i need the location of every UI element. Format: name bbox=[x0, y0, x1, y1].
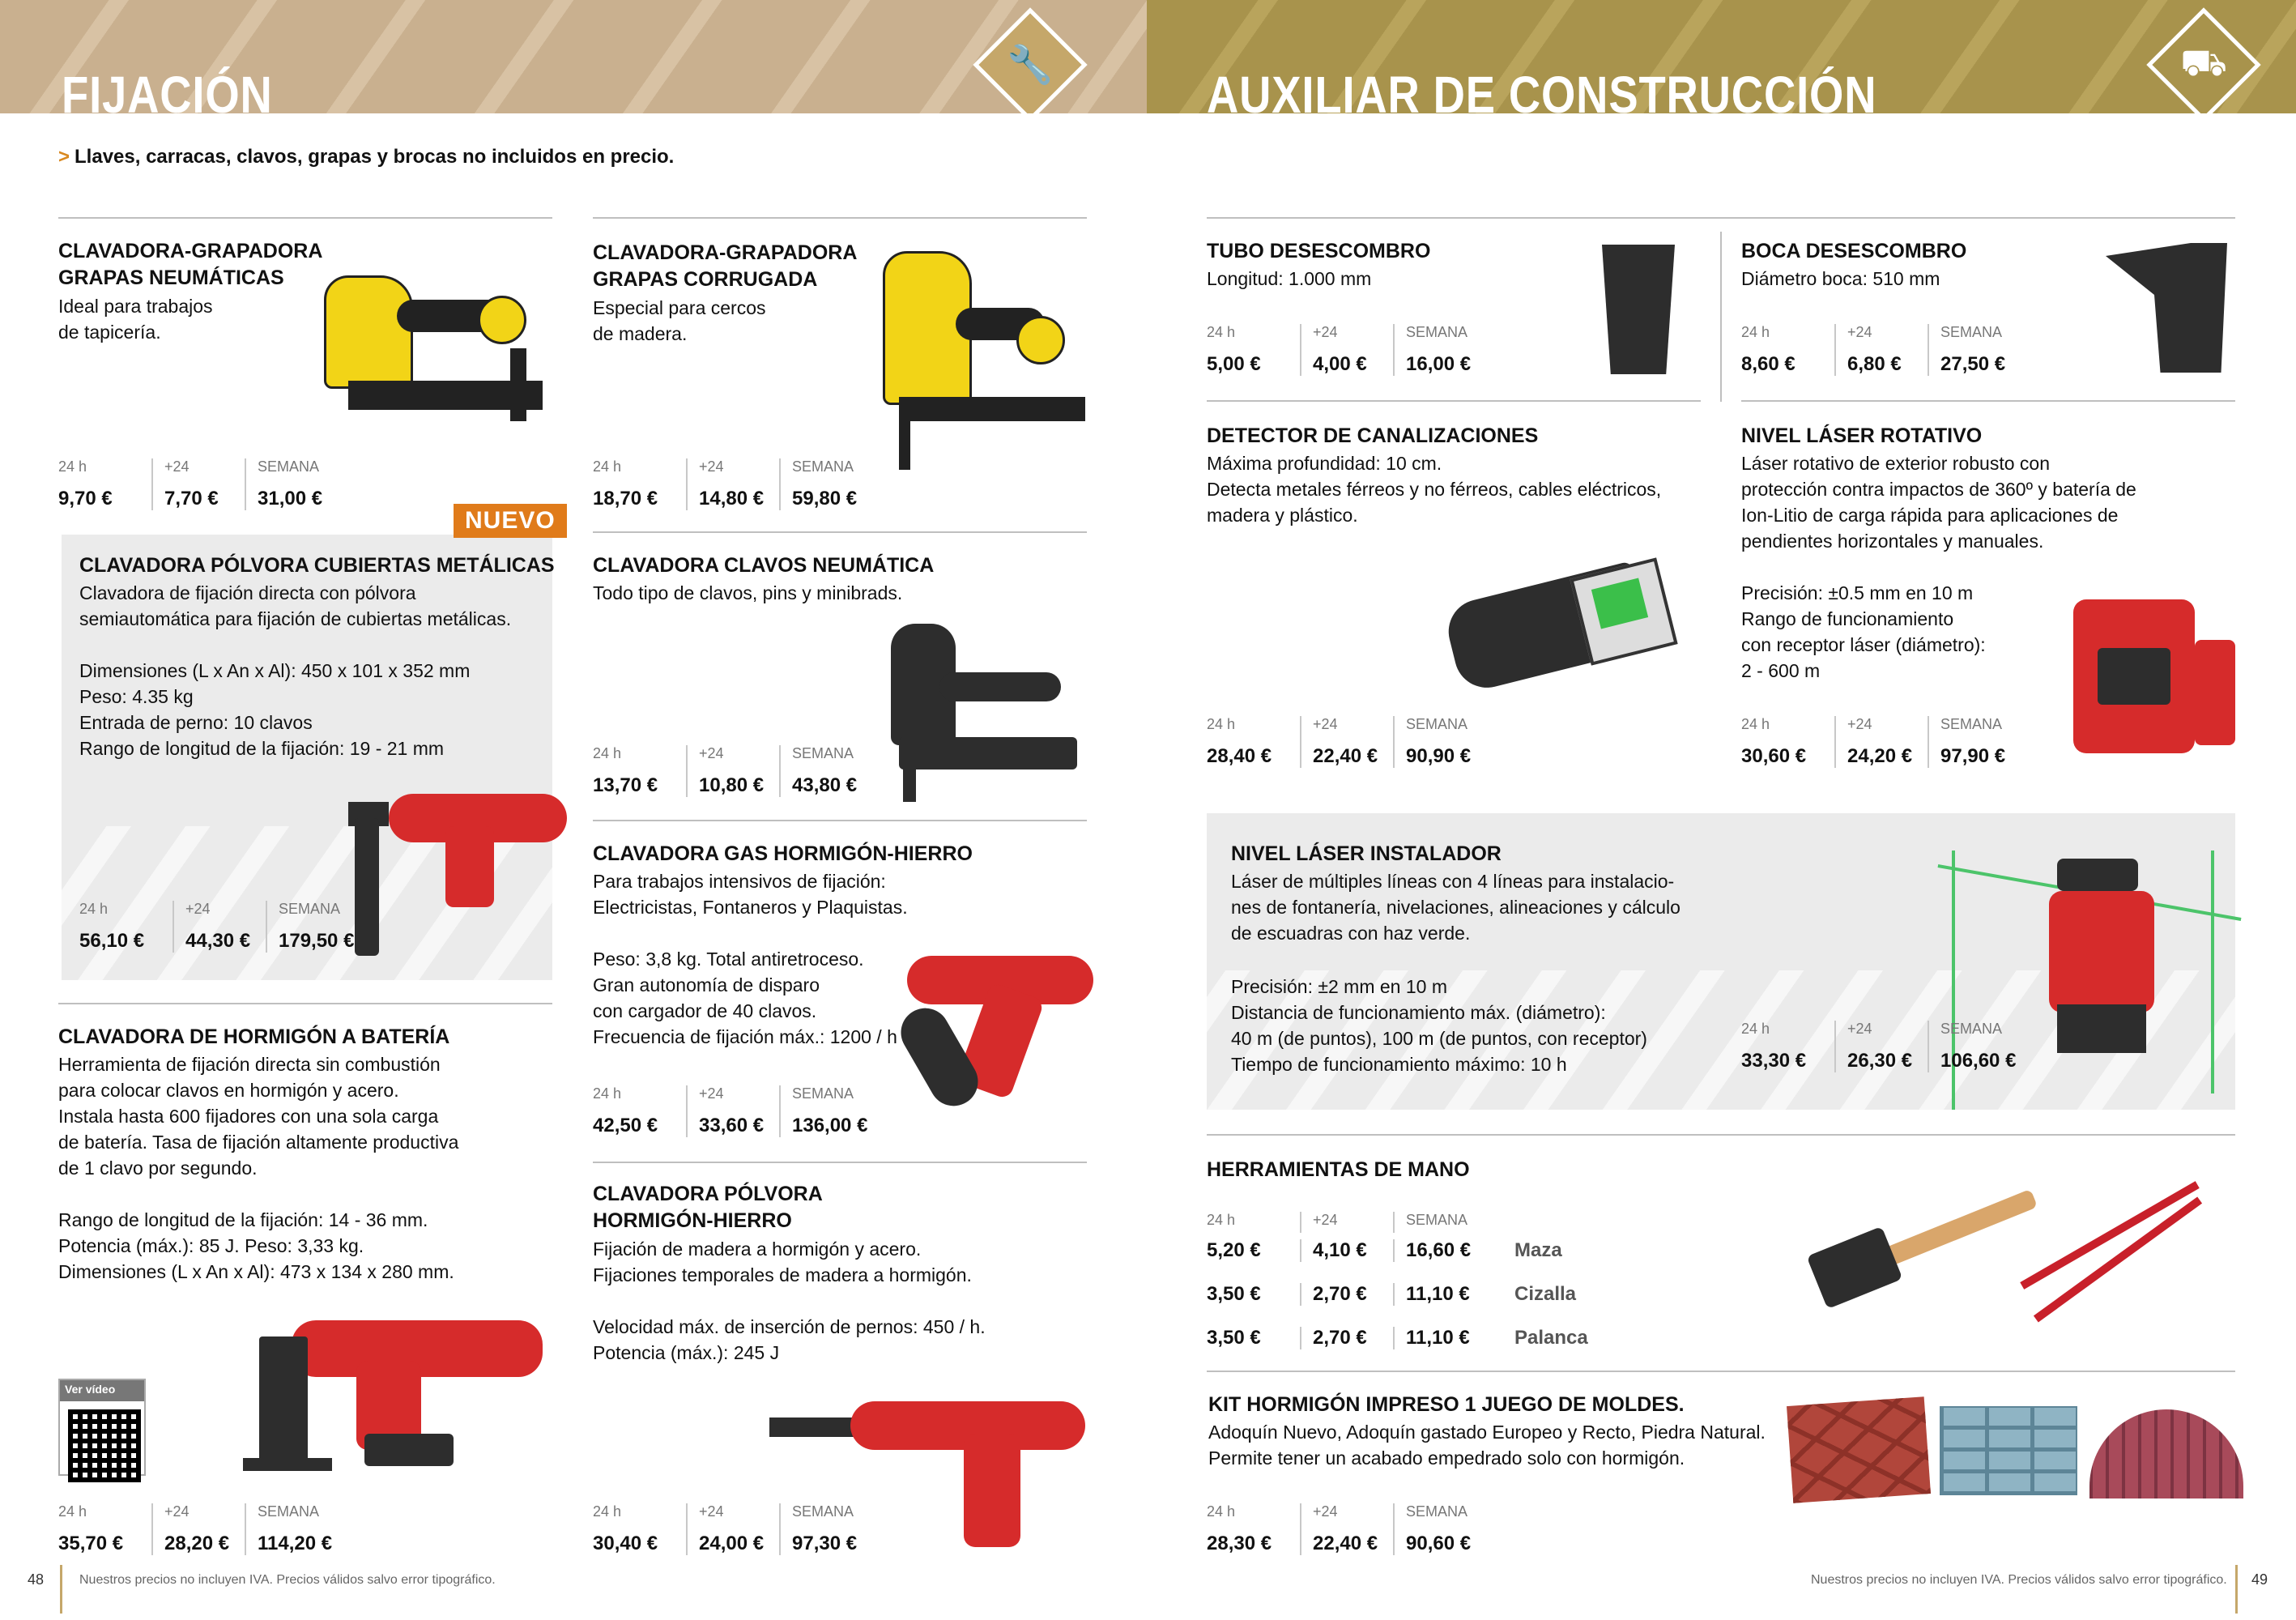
price-label-24h: 24 h bbox=[58, 458, 87, 475]
product-title: DETECTOR DE CANALIZACIONES bbox=[1207, 424, 1539, 447]
price-label-24h: 24 h bbox=[1741, 324, 1770, 340]
price-week: 114,20 € bbox=[258, 1533, 333, 1554]
price-24h: 18,70 € bbox=[593, 488, 658, 509]
product-title: CLAVADORA GAS HORMIGÓN-HIERRO bbox=[593, 842, 973, 865]
product-desc: Adoquín Nuevo, Adoquín gastado Europeo y Recto, Piedra Natural. Permite tener un acabado empedrado solo con hormigón. bbox=[1208, 1422, 1766, 1469]
product-desc: Diámetro boca: 510 mm bbox=[1741, 268, 1940, 289]
divider bbox=[1207, 1134, 2235, 1136]
price-week: 16,00 € bbox=[1406, 353, 1472, 375]
tool-name: Cizalla bbox=[1514, 1283, 1577, 1305]
product-desc: Herramienta de fijación directa sin combustión para colocar clavos en hormigón y acero. Instala hasta 600 fijadores con una sola carga de batería. Tasa de fijación altamente productiva de 1 clavo por segundo. Rango de longitud de la fijación: 14 - 36 mm. Potencia (máx.): 85 J. Peso: 3,33 kg. Dimensiones (L x An x Al): 473 x 134 x 280 mm. bbox=[58, 1054, 459, 1282]
product-title: CLAVADORA PÓLVORA HORMIGÓN-HIERRO bbox=[593, 1183, 823, 1232]
price-label-week: SEMANA bbox=[258, 458, 320, 475]
price-label-week: SEMANA bbox=[258, 1503, 320, 1520]
price-table bbox=[593, 1503, 892, 1555]
stapler-image bbox=[875, 243, 1093, 470]
price-week: 59,80 € bbox=[792, 488, 858, 509]
product-title: HERRAMIENTAS DE MANO bbox=[1207, 1158, 1470, 1181]
price-week: 43,80 € bbox=[792, 774, 858, 796]
price-week: 97,30 € bbox=[792, 1533, 858, 1554]
product-title: CLAVADORA-GRAPADORA GRAPAS CORRUGADA bbox=[593, 241, 858, 291]
price-24h: 28,40 € bbox=[1207, 745, 1272, 767]
price-label-plus24: +24 bbox=[699, 745, 724, 761]
product-title: NIVEL LÁSER INSTALADOR bbox=[1231, 842, 1502, 865]
play-icon bbox=[60, 1380, 144, 1401]
price-label-week: SEMANA bbox=[1406, 716, 1468, 732]
price-week: 97,90 € bbox=[1940, 745, 2006, 767]
price-plus24: 14,80 € bbox=[699, 488, 765, 509]
divider-vertical bbox=[1720, 232, 1722, 402]
price-plus24: 22,40 € bbox=[1313, 745, 1378, 767]
price-24h: 42,50 € bbox=[593, 1115, 658, 1136]
price-label-week: SEMANA bbox=[792, 745, 854, 761]
price-week: 11,10 € bbox=[1393, 1327, 1506, 1349]
price-plus24: 33,60 € bbox=[699, 1115, 765, 1136]
price-plus24: 44,30 € bbox=[185, 930, 251, 952]
price-note-text: Llaves, carracas, clavos, grapas y brocas no incluidos en precio. bbox=[75, 146, 675, 168]
price-plus24: 6,80 € bbox=[1847, 353, 1902, 375]
price-table bbox=[58, 458, 358, 510]
price-label-24h: 24 h bbox=[79, 901, 109, 917]
price-label-24h: 24 h bbox=[593, 1085, 622, 1102]
battery-nailer-image bbox=[243, 1304, 551, 1482]
footer-note: Nuestros precios no incluyen IVA. Precios válidos salvo error tipográfico. bbox=[1811, 1573, 2227, 1587]
stapler-image bbox=[324, 267, 559, 454]
price-label-week: SEMANA bbox=[1406, 1212, 1468, 1228]
product-desc: Láser de múltiples líneas con 4 líneas para instalacio- nes de fontanería, nivelaciones, alineaciones y cálculo de escuadras con haz verde. bbox=[1231, 871, 1680, 944]
product-title: CLAVADORA DE HORMIGÓN A BATERÍA bbox=[58, 1025, 450, 1048]
price-table bbox=[1741, 1021, 2041, 1072]
price-note bbox=[58, 146, 674, 168]
tool-name: Maza bbox=[1514, 1239, 1562, 1261]
hand-tool-row bbox=[1207, 1327, 1588, 1349]
product-title: BOCA DESESCOMBRO bbox=[1741, 240, 1967, 262]
line-laser-image bbox=[1936, 842, 2243, 1118]
price-table bbox=[1741, 716, 2041, 768]
divider bbox=[1741, 400, 2235, 402]
pipe-detector-image bbox=[1450, 551, 1693, 713]
new-badge: NUEVO bbox=[454, 504, 567, 538]
product-title: CLAVADORA CLAVOS NEUMÁTICA bbox=[593, 554, 935, 577]
price-label-week: SEMANA bbox=[1940, 1021, 2003, 1037]
brad-nailer-image bbox=[883, 624, 1085, 802]
price-label-plus24: +24 bbox=[164, 1503, 190, 1520]
price-table bbox=[593, 745, 892, 797]
qr-code-icon bbox=[68, 1409, 141, 1482]
debris-hopper-image bbox=[2106, 243, 2227, 373]
price-24h: 8,60 € bbox=[1741, 353, 1795, 375]
price-label-plus24: +24 bbox=[1313, 716, 1338, 732]
product-title: TUBO DESESCOMBRO bbox=[1207, 240, 1431, 262]
price-week: 27,50 € bbox=[1940, 353, 2006, 375]
wheelbarrow-icon: ⛟ bbox=[2146, 7, 2260, 113]
price-plus24: 4,00 € bbox=[1313, 353, 1367, 375]
price-table bbox=[1741, 324, 2041, 376]
price-plus24: 4,10 € bbox=[1300, 1239, 1393, 1262]
tool-name: Palanca bbox=[1514, 1327, 1588, 1349]
price-label-week: SEMANA bbox=[1940, 324, 2003, 340]
price-table bbox=[1207, 716, 1506, 768]
product-desc: Clavadora de fijación directa con pólvora semiautomática para fijación de cubiertas metálicas. Dimensiones (L x An x Al): 450 x 101 x 352 mm Peso: 4.35 kg Entrada de perno: 10 clavos Rango de longitud de la fijación: 19 - 21 mm bbox=[79, 582, 512, 759]
price-plus24: 22,40 € bbox=[1313, 1533, 1378, 1554]
drill-icon: 🔧 bbox=[973, 7, 1087, 113]
price-24h: 5,20 € bbox=[1207, 1239, 1261, 1261]
divider bbox=[1207, 217, 2235, 219]
page-number: 49 bbox=[2251, 1571, 2268, 1588]
divider bbox=[58, 1003, 552, 1004]
price-week: 179,50 € bbox=[279, 930, 355, 952]
product-desc: Ideal para trabajos de tapicería. bbox=[58, 296, 213, 343]
price-label-week: SEMANA bbox=[792, 1085, 854, 1102]
divider bbox=[58, 217, 552, 219]
price-label-week: SEMANA bbox=[279, 901, 341, 917]
price-24h: 28,30 € bbox=[1207, 1533, 1272, 1554]
price-24h: 30,40 € bbox=[593, 1533, 658, 1554]
price-label-24h: 24 h bbox=[1207, 1503, 1236, 1520]
price-24h: 3,50 € bbox=[1207, 1283, 1261, 1305]
price-label-plus24: +24 bbox=[1313, 1503, 1338, 1520]
price-label-24h: 24 h bbox=[1207, 324, 1236, 340]
price-24h: 9,70 € bbox=[58, 488, 113, 509]
qr-code-video[interactable] bbox=[58, 1379, 146, 1476]
price-table bbox=[58, 1503, 358, 1555]
price-plus24: 28,20 € bbox=[164, 1533, 230, 1554]
header-banner-left bbox=[0, 0, 1147, 113]
price-24h: 33,30 € bbox=[1741, 1050, 1807, 1072]
footer-note: Nuestros precios no incluyen IVA. Precios válidos salvo error tipográfico. bbox=[79, 1573, 496, 1587]
price-24h: 30,60 € bbox=[1741, 745, 1807, 767]
product-desc-specs: Precisión: ±2 mm en 10 m Distancia de funcionamiento máx. (diámetro): 40 m (de puntos), 100 m (de puntos, con receptor) Tiempo de funcionamiento máximo: 10 h bbox=[1231, 976, 1647, 1075]
price-table bbox=[593, 1085, 892, 1137]
price-label-plus24: +24 bbox=[1313, 1212, 1338, 1228]
price-plus24: 26,30 € bbox=[1847, 1050, 1913, 1072]
price-24h: 13,70 € bbox=[593, 774, 658, 796]
price-table-header bbox=[1207, 1212, 1506, 1233]
product-desc: Especial para cercos de madera. bbox=[593, 297, 766, 344]
price-label-24h: 24 h bbox=[1741, 1021, 1770, 1037]
price-label-week: SEMANA bbox=[1940, 716, 2003, 732]
product-desc: Para trabajos intensivos de fijación: Electricistas, Fontaneros y Plaquistas. Peso: 3,8 kg. Total antiretroceso. Gran autonomía de disparo con cargador de 40 clavos. Frecuencia de fijación máx.: 1200 / h bbox=[593, 871, 908, 1047]
price-label-24h: 24 h bbox=[593, 458, 622, 475]
debris-chute-image bbox=[1602, 245, 1675, 374]
product-title: CLAVADORA PÓLVORA CUBIERTAS METÁLICAS bbox=[79, 554, 555, 577]
arrow-icon: > bbox=[58, 146, 70, 168]
concrete-molds-image bbox=[1790, 1401, 2243, 1507]
price-24h: 56,10 € bbox=[79, 930, 145, 952]
section-title-auxiliar: AUXILIAR DE CONSTRUCCIÓN bbox=[1207, 66, 1877, 113]
price-plus24: 2,70 € bbox=[1300, 1327, 1393, 1349]
price-week: 90,60 € bbox=[1406, 1533, 1472, 1554]
hand-tool-row bbox=[1207, 1283, 1576, 1306]
price-label-plus24: +24 bbox=[1847, 716, 1872, 732]
hand-tools-image bbox=[1806, 1166, 2227, 1328]
header-banner-right bbox=[1147, 0, 2296, 113]
price-label-plus24: +24 bbox=[1313, 324, 1338, 340]
price-plus24: 24,00 € bbox=[699, 1533, 765, 1554]
product-desc: Todo tipo de clavos, pins y minibrads. bbox=[593, 582, 903, 603]
page-bar bbox=[60, 1565, 62, 1614]
page-number: 48 bbox=[28, 1571, 45, 1588]
price-plus24: 10,80 € bbox=[699, 774, 765, 796]
price-plus24: 7,70 € bbox=[164, 488, 219, 509]
product-title: NIVEL LÁSER ROTATIVO bbox=[1741, 424, 1983, 447]
price-label-24h: 24 h bbox=[593, 745, 622, 761]
hand-tool-row bbox=[1207, 1239, 1562, 1262]
price-label-week: SEMANA bbox=[792, 1503, 854, 1520]
price-24h: 35,70 € bbox=[58, 1533, 124, 1554]
price-label-plus24: +24 bbox=[1847, 1021, 1872, 1037]
product-title: CLAVADORA-GRAPADORA GRAPAS NEUMÁTICAS bbox=[58, 240, 323, 289]
price-label-24h: 24 h bbox=[1207, 716, 1236, 732]
divider bbox=[1207, 400, 1701, 402]
price-label-24h: 24 h bbox=[593, 1503, 622, 1520]
price-24h: 5,00 € bbox=[1207, 353, 1261, 375]
price-label-24h: 24 h bbox=[1207, 1212, 1236, 1228]
divider bbox=[593, 531, 1087, 533]
price-week: 16,60 € bbox=[1393, 1239, 1506, 1262]
price-week: 136,00 € bbox=[792, 1115, 868, 1136]
price-table bbox=[1207, 324, 1506, 376]
price-label-plus24: +24 bbox=[164, 458, 190, 475]
price-plus24: 24,20 € bbox=[1847, 745, 1913, 767]
price-label-plus24: +24 bbox=[699, 1503, 724, 1520]
price-label-week: SEMANA bbox=[1406, 1503, 1468, 1520]
price-table bbox=[1207, 1503, 1506, 1555]
price-week: 11,10 € bbox=[1393, 1283, 1506, 1306]
rotary-laser-image bbox=[2073, 599, 2243, 761]
divider bbox=[593, 820, 1087, 821]
price-label-24h: 24 h bbox=[58, 1503, 87, 1520]
product-desc: Láser rotativo de exterior robusto con protección contra impactos de 360º y batería de Ion-Litio de carga rápida para aplicaciones de pendientes horizontales y manuales. Precisión: ±0.5 mm en 10 m Rango de funcionamiento con receptor láser (diámetro): 2 - 600 m bbox=[1741, 453, 2136, 681]
price-label-plus24: +24 bbox=[699, 1085, 724, 1102]
divider bbox=[1207, 1371, 2235, 1372]
price-label-24h: 24 h bbox=[1741, 716, 1770, 732]
product-desc: Fijación de madera a hormigón y acero. Fijaciones temporales de madera a hormigón. Velocidad máx. de inserción de pernos: 450 / h. Potencia (máx.): 245 J bbox=[593, 1238, 986, 1363]
section-title-fijacion: FIJACIÓN bbox=[62, 66, 273, 113]
price-week: 90,90 € bbox=[1406, 745, 1472, 767]
price-label-plus24: +24 bbox=[185, 901, 211, 917]
price-label-week: SEMANA bbox=[792, 458, 854, 475]
product-title: KIT HORMIGÓN IMPRESO 1 JUEGO DE MOLDES. bbox=[1208, 1393, 1685, 1416]
price-table bbox=[79, 901, 379, 953]
price-label-plus24: +24 bbox=[699, 458, 724, 475]
divider bbox=[593, 1162, 1087, 1163]
divider bbox=[593, 217, 1087, 219]
qr-label: Ver vídeo bbox=[65, 1383, 116, 1396]
price-label-plus24: +24 bbox=[1847, 324, 1872, 340]
page-bar bbox=[2235, 1565, 2238, 1614]
price-label-week: SEMANA bbox=[1406, 324, 1468, 340]
product-desc: Longitud: 1.000 mm bbox=[1207, 268, 1372, 289]
price-24h: 3,50 € bbox=[1207, 1327, 1261, 1349]
price-plus24: 2,70 € bbox=[1300, 1283, 1393, 1306]
product-desc: Máxima profundidad: 10 cm. Detecta metales férreos y no férreos, cables eléctricos, madera y plástico. bbox=[1207, 453, 1662, 526]
price-week: 106,60 € bbox=[1940, 1050, 2017, 1072]
price-table bbox=[593, 458, 892, 510]
price-week: 31,00 € bbox=[258, 488, 323, 509]
gas-nailer-image bbox=[883, 948, 1101, 1126]
